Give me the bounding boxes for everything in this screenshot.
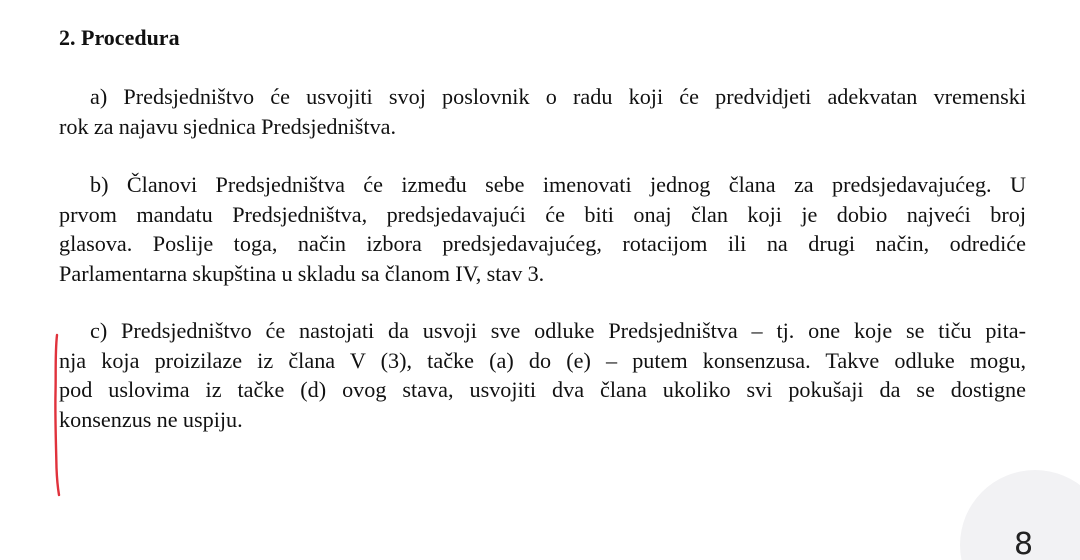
page-number: 8: [1014, 527, 1034, 560]
paragraph-c-line: pod uslovima iz tačke (d) ovog stava, usvojiti dva člana ukoliko svi pokušaji da se dostigne: [59, 377, 1026, 403]
paragraph-b-line: prvom mandatu Predsjedništva, predsjedavajući će biti onaj član koji je dobio najveći broj: [59, 201, 1026, 227]
paragraph-a-line: rok za najavu sjednica Predsjedništva.: [59, 113, 397, 139]
paragraph-c: [59, 316, 1026, 434]
paragraph-b: [59, 170, 1026, 288]
paragraph-c-line: c) Predsjedništvo će nastojati da usvoji sve odluke Predsjedništva – tj. one koje se tiču pita-: [90, 318, 1026, 343]
red-margin-mark: [48, 333, 66, 497]
paragraph-b-line: glasova. Poslije toga, način izbora predsjedavajućeg, rotacijom ili na drugi način, odrediće: [59, 231, 1026, 257]
paragraph-a-line: a) Predsjedništvo će usvojiti svoj poslovnik o radu koji će predvidjeti adekvatan vremenski: [90, 84, 1026, 109]
paragraph-b-line: b) Članovi Predsjedništva će između sebe imenovati jednog člana za predsjedavajućeg. U: [90, 172, 1026, 197]
red-margin-stroke: [55, 335, 59, 495]
paragraph-c-line: konsenzus ne uspiju.: [59, 406, 243, 432]
paragraph-a: [59, 82, 1026, 141]
section-heading: 2. Procedura: [59, 25, 180, 50]
paragraph-b-line: Parlamentarna skupština u skladu sa članom IV, stav 3.: [59, 260, 545, 286]
paragraph-c-line: nja koja proizilaze iz člana V (3), tačke (a) do (e) – putem konsenzusa. Takve odluke mogu,: [59, 347, 1026, 373]
